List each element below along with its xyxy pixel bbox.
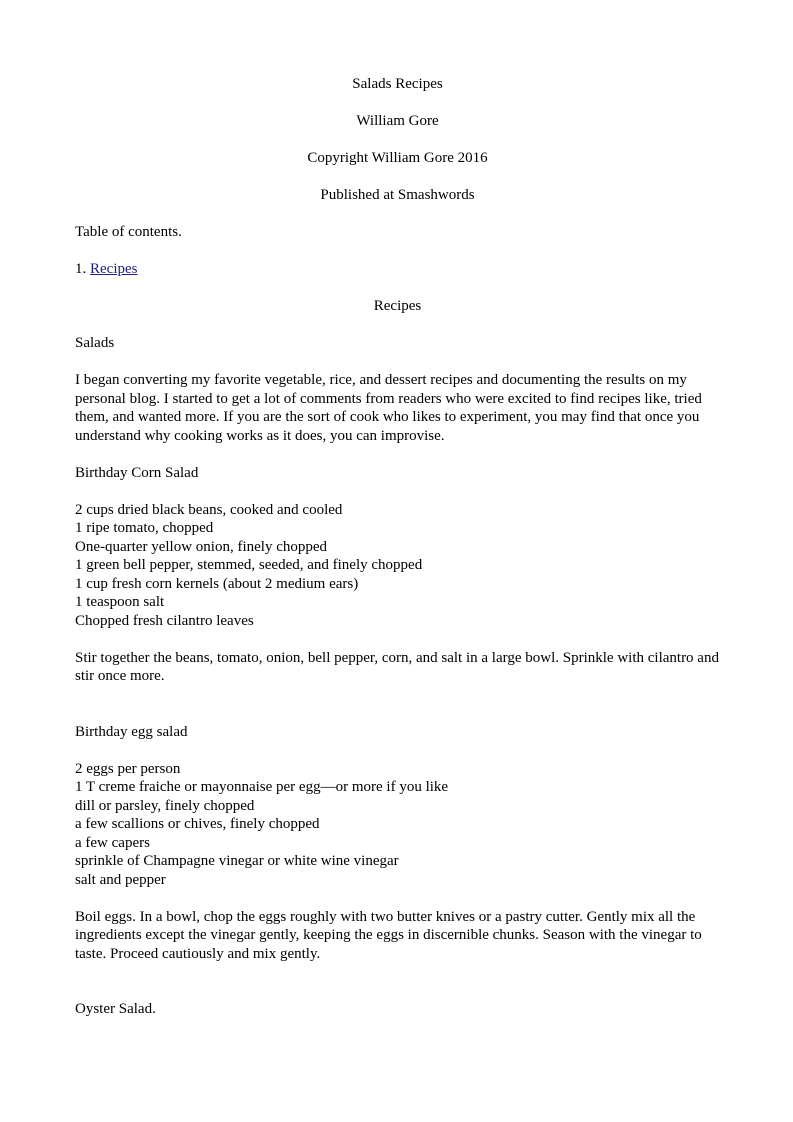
ingredient-item: a few scallions or chives, finely chopped <box>75 816 320 832</box>
spacer <box>75 889 720 908</box>
recipe-ingredient-list <box>75 501 720 631</box>
recipe-oyster-salad <box>75 1000 720 1019</box>
spacer <box>75 131 720 150</box>
spacer <box>75 168 720 187</box>
ingredient-item: 1 T creme fraiche or mayonnaise per egg—or more if you like <box>75 779 449 795</box>
intro-paragraph: I began converting my favorite vegetable, rice, and dessert recipes and documenting the results on my personal blog. I started to get a lot of comments from readers who were excited to find recipes like, tried them, and wanted more. If you are the sort of cook who likes to experiment, you may find that once you understand why cooking works as it does, you can improvise. <box>75 372 702 444</box>
ingredient-item: One-quarter yellow onion, finely chopped <box>75 538 328 555</box>
recipe-instructions: Boil eggs. In a bowl, chop the eggs roughly with two butter knives or a pastry cutter. Gently mix all the ingredients except the vinegar gently, keeping the eggs in discernible chunks. Season with the vinegar to taste. Proceed cautiously and mix gently. <box>75 908 702 962</box>
ingredient-item: sprinkle of Champagne vinegar or white wine vinegar <box>75 853 399 869</box>
recipe-title: Oyster Salad. <box>75 1001 156 1017</box>
recipe-title: Birthday Corn Salad <box>75 464 199 481</box>
document-author: William Gore <box>356 113 439 129</box>
section-heading-recipes: Recipes <box>373 298 422 314</box>
ingredient-item: a few capers <box>75 834 150 851</box>
front-matter <box>75 75 720 205</box>
ingredient-item: 2 cups dried black beans, cooked and cooled <box>75 501 343 518</box>
ingredient-item: Chopped fresh cilantro leaves <box>75 612 254 629</box>
spacer <box>75 353 720 372</box>
toc-entry <box>75 260 720 279</box>
spacer <box>75 482 720 501</box>
toc-heading: Table of contents. <box>75 224 182 240</box>
spacer <box>75 741 720 760</box>
document-publisher: Published at Smashwords <box>320 187 475 203</box>
recipe-ingredient-list <box>75 760 720 890</box>
ingredient-item: dill or parsley, finely chopped <box>75 797 255 814</box>
toc-link-recipes[interactable]: Recipes <box>90 261 138 277</box>
recipe-instructions: Stir together the beans, tomato, onion, bell pepper, corn, and salt in a large bowl. Sprinkle with cilantro and stir once more. <box>75 649 719 684</box>
spacer <box>75 963 720 1000</box>
spacer <box>75 242 720 261</box>
ingredient-item: 1 teaspoon salt <box>75 594 165 610</box>
spacer <box>75 94 720 113</box>
ingredient-item: 1 ripe tomato, chopped <box>75 520 214 536</box>
category-heading-salads: Salads <box>75 335 115 351</box>
document-title: Salads Recipes <box>352 76 443 92</box>
ingredient-item: salt and pepper <box>75 871 166 888</box>
document-content <box>75 75 720 1019</box>
table-of-contents <box>75 223 720 279</box>
recipe-title: Birthday egg salad <box>75 723 188 740</box>
ingredient-item: 1 green bell pepper, stemmed, seeded, and finely chopped <box>75 557 423 573</box>
document-copyright: Copyright William Gore 2016 <box>307 150 488 166</box>
ingredient-item: 1 cup fresh corn kernels (about 2 medium ears) <box>75 575 359 592</box>
toc-entry-number: 1. <box>75 261 87 277</box>
spacer <box>75 445 720 464</box>
spacer <box>75 205 720 224</box>
spacer <box>75 686 720 723</box>
recipe-birthday-egg-salad <box>75 723 720 964</box>
spacer <box>75 279 720 298</box>
ingredient-item: 2 eggs per person <box>75 760 181 777</box>
spacer <box>75 316 720 335</box>
recipe-birthday-corn-salad <box>75 464 720 686</box>
spacer <box>75 630 720 649</box>
